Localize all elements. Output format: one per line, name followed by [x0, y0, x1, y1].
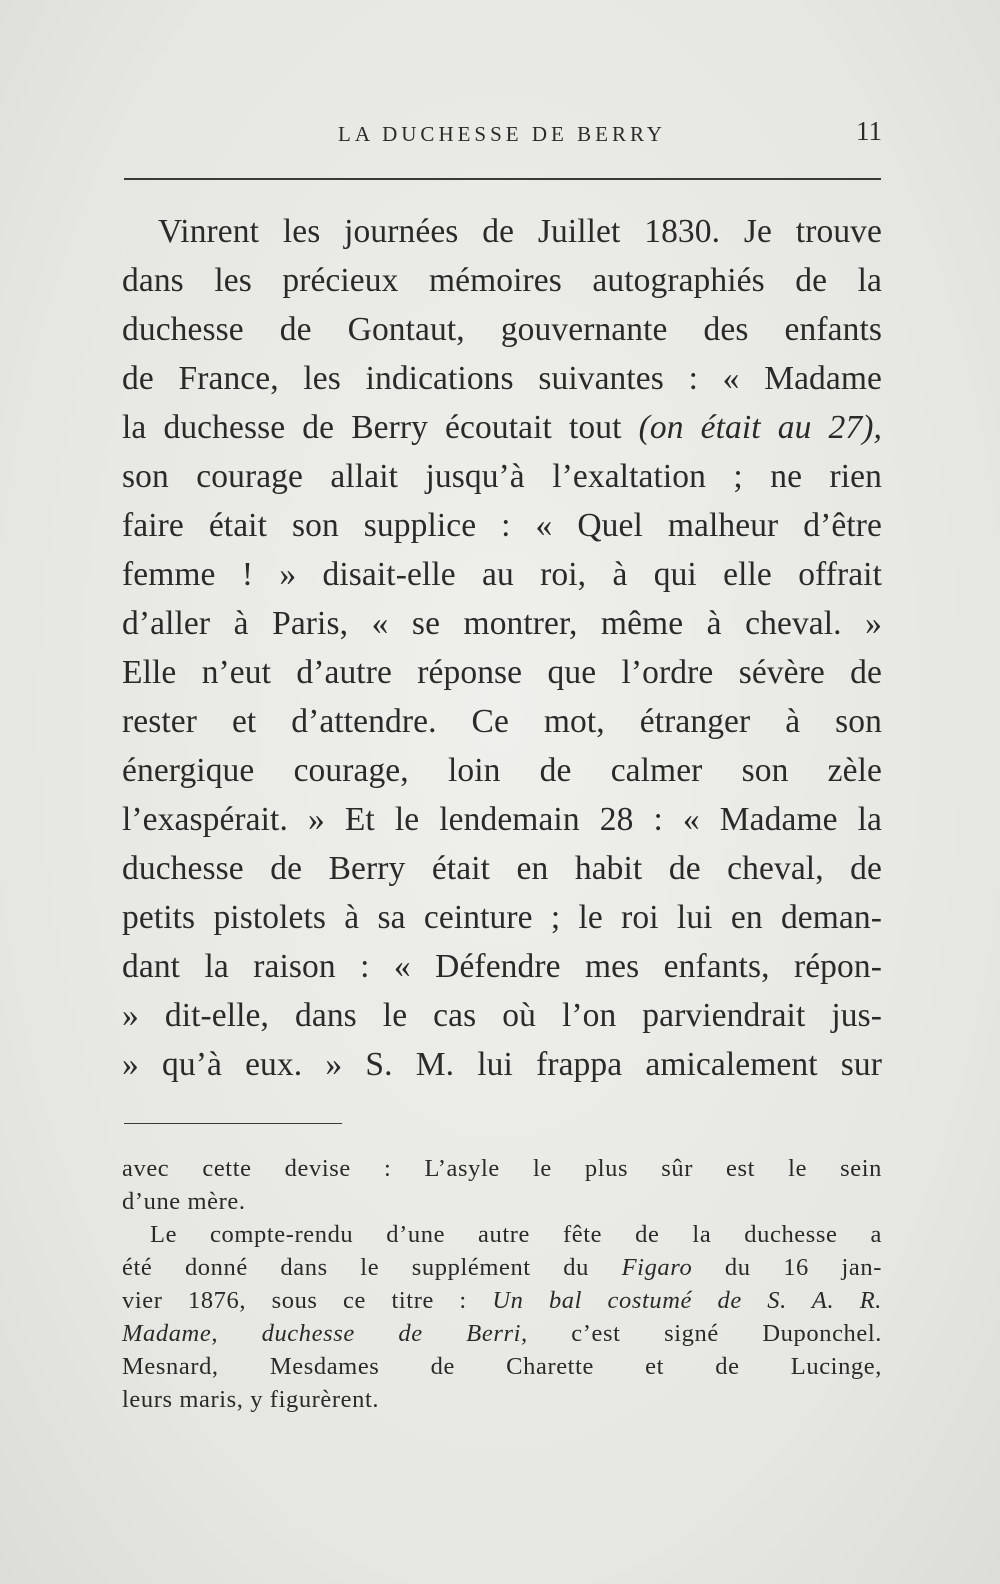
footnote-line: Mesnard, Mesdames de Charette et de Lucinge,	[122, 1353, 882, 1380]
body-line: rester et d’attendre. Ce mot, étranger à son	[122, 703, 882, 740]
footnote-line: Le compte-rendu d’une autre fête de la duchesse a	[150, 1221, 882, 1248]
footnote-rule	[124, 1123, 342, 1124]
body-line: d’aller à Paris, « se montrer, même à cheval. »	[122, 605, 882, 642]
footnote-line: Madame, duchesse de Berri, c’est signé Duponchel.	[122, 1320, 882, 1347]
footnotes	[122, 1152, 882, 1416]
body-line: de France, les indications suivantes : « Madame	[122, 360, 882, 397]
body-line: duchesse de Berry était en habit de cheval, de	[122, 850, 882, 887]
body-line: petits pistolets à sa ceinture ; le roi lui en deman-	[122, 899, 882, 936]
footnote-line: été donné dans le supplément du Figaro du 16 jan-	[122, 1254, 882, 1281]
body-line: dant la raison : « Défendre mes enfants, répon-	[122, 948, 882, 985]
body-line: Vinrent les journées de Juillet 1830. Je trouve	[158, 213, 882, 250]
footnote-line: d’une mère.	[122, 1188, 246, 1215]
body-line: » dit-elle, dans le cas où l’on parviendrait jus-	[122, 997, 882, 1034]
body-line: femme ! » disait-elle au roi, à qui elle offrait	[122, 556, 882, 593]
running-head	[122, 116, 882, 156]
body-line: dans les précieux mémoires autographiés de la	[122, 262, 882, 299]
body-line: faire était son supplice : « Quel malheur d’être	[122, 507, 882, 544]
body-line: » qu’à eux. » S. M. lui frappa amicalement sur	[122, 1046, 882, 1083]
footnote-line: vier 1876, sous ce titre : Un bal costumé de S. A. R.	[122, 1287, 882, 1314]
footnote-line: avec cette devise : L’asyle le plus sûr est le sein	[122, 1155, 882, 1182]
page-number: 11	[856, 116, 882, 146]
body-line: Elle n’eut d’autre réponse que l’ordre sévère de	[122, 654, 882, 691]
body-line: duchesse de Gontaut, gouvernante des enfants	[122, 311, 882, 348]
body-line: l’exaspérait. » Et le lendemain 28 : « Madame la	[122, 801, 882, 838]
running-title: LA DUCHESSE DE BERRY	[338, 122, 666, 146]
body-text	[122, 207, 882, 1089]
body-line: son courage allait jusqu’à l’exaltation ; ne rien	[122, 458, 882, 495]
footnote-line: leurs maris, y figurèrent.	[122, 1386, 380, 1413]
header-rule	[124, 178, 881, 180]
body-line: la duchesse de Berry écoutait tout (on était au 27),	[122, 409, 882, 446]
body-line: énergique courage, loin de calmer son zèle	[122, 752, 882, 789]
